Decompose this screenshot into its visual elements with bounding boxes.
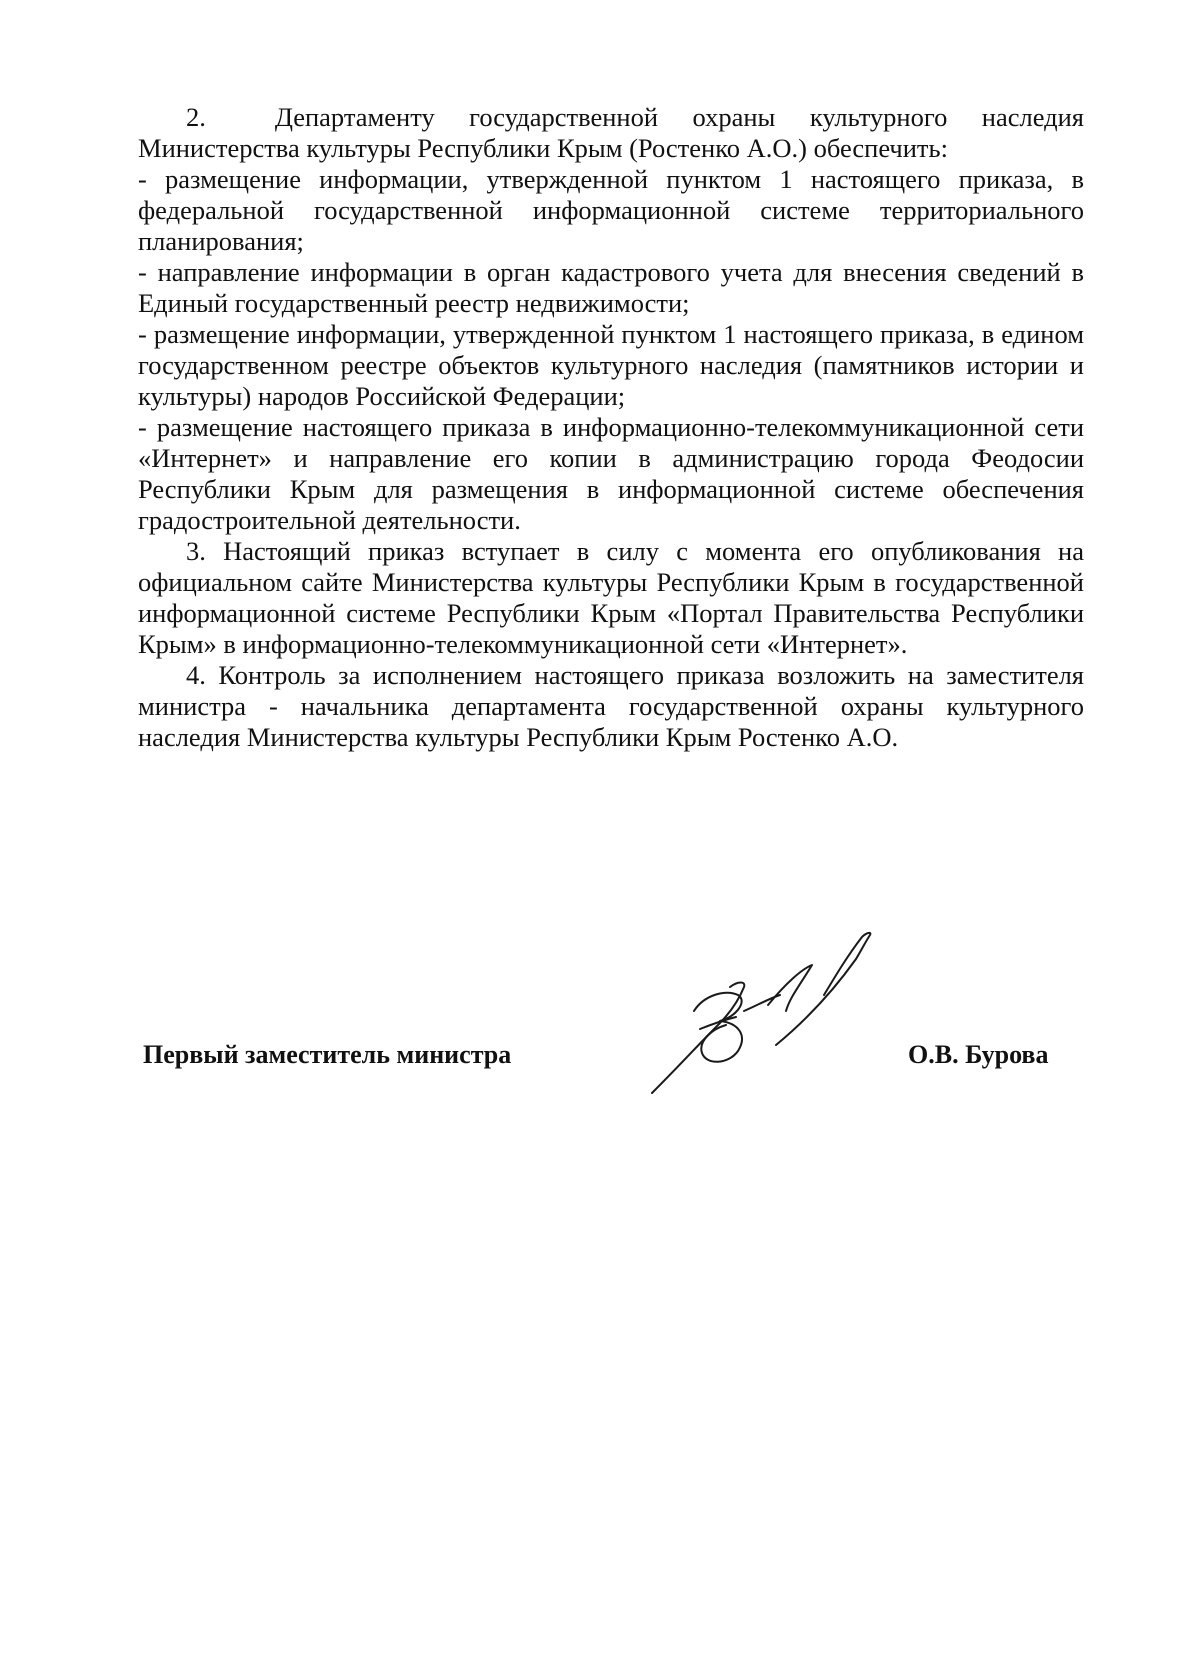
paragraph-item-3: 3. Настоящий приказ вступает в силу с момента его опубликования на официальном сайте Министерства культуры Республики Крым в государственной информационной системе Республики Крым «Портал Правительства Республики Крым» в информационно-телекоммуникационной сети «Интернет». [138,536,1084,659]
paragraph-item-2: 2. Департаменту государственной охраны культурного наследия Министерства культуры Республики Крым (Ростенко А.О.) обеспечить: [138,102,1084,163]
handwritten-signature [640,925,910,1095]
signatory-position: Первый заместитель министра [143,1040,512,1069]
paragraph-item-4: 4. Контроль за исполнением настоящего приказа возложить на заместителя министра - начальника департамента государственной охраны культурного наследия Министерства культуры Республики Крым Ростенко А.О. [138,660,1084,752]
paragraph-bullet-4: - размещение настоящего приказа в информационно-телекоммуникационной сети «Интернет» и направление его копии в администрацию города Феодосии Республики Крым для размещения в информационной системе обеспечения градостроительной деятельности. [138,412,1084,535]
paragraph-bullet-2: - направление информации в орган кадастрового учета для внесения сведений в Единый государственный реестр недвижимости; [138,257,1084,318]
paragraph-bullet-3: - размещение информации, утвержденной пунктом 1 настоящего приказа, в едином государственном реестре объектов культурного наследия (памятников истории и культуры) народов Российской Федерации; [138,319,1084,411]
paragraph-bullet-1: - размещение информации, утвержденной пунктом 1 настоящего приказа, в федеральной государственной информационной системе территориального планирования; [138,164,1084,256]
document-body [138,102,1084,753]
signatory-name: О.В. Бурова [908,1040,1049,1069]
